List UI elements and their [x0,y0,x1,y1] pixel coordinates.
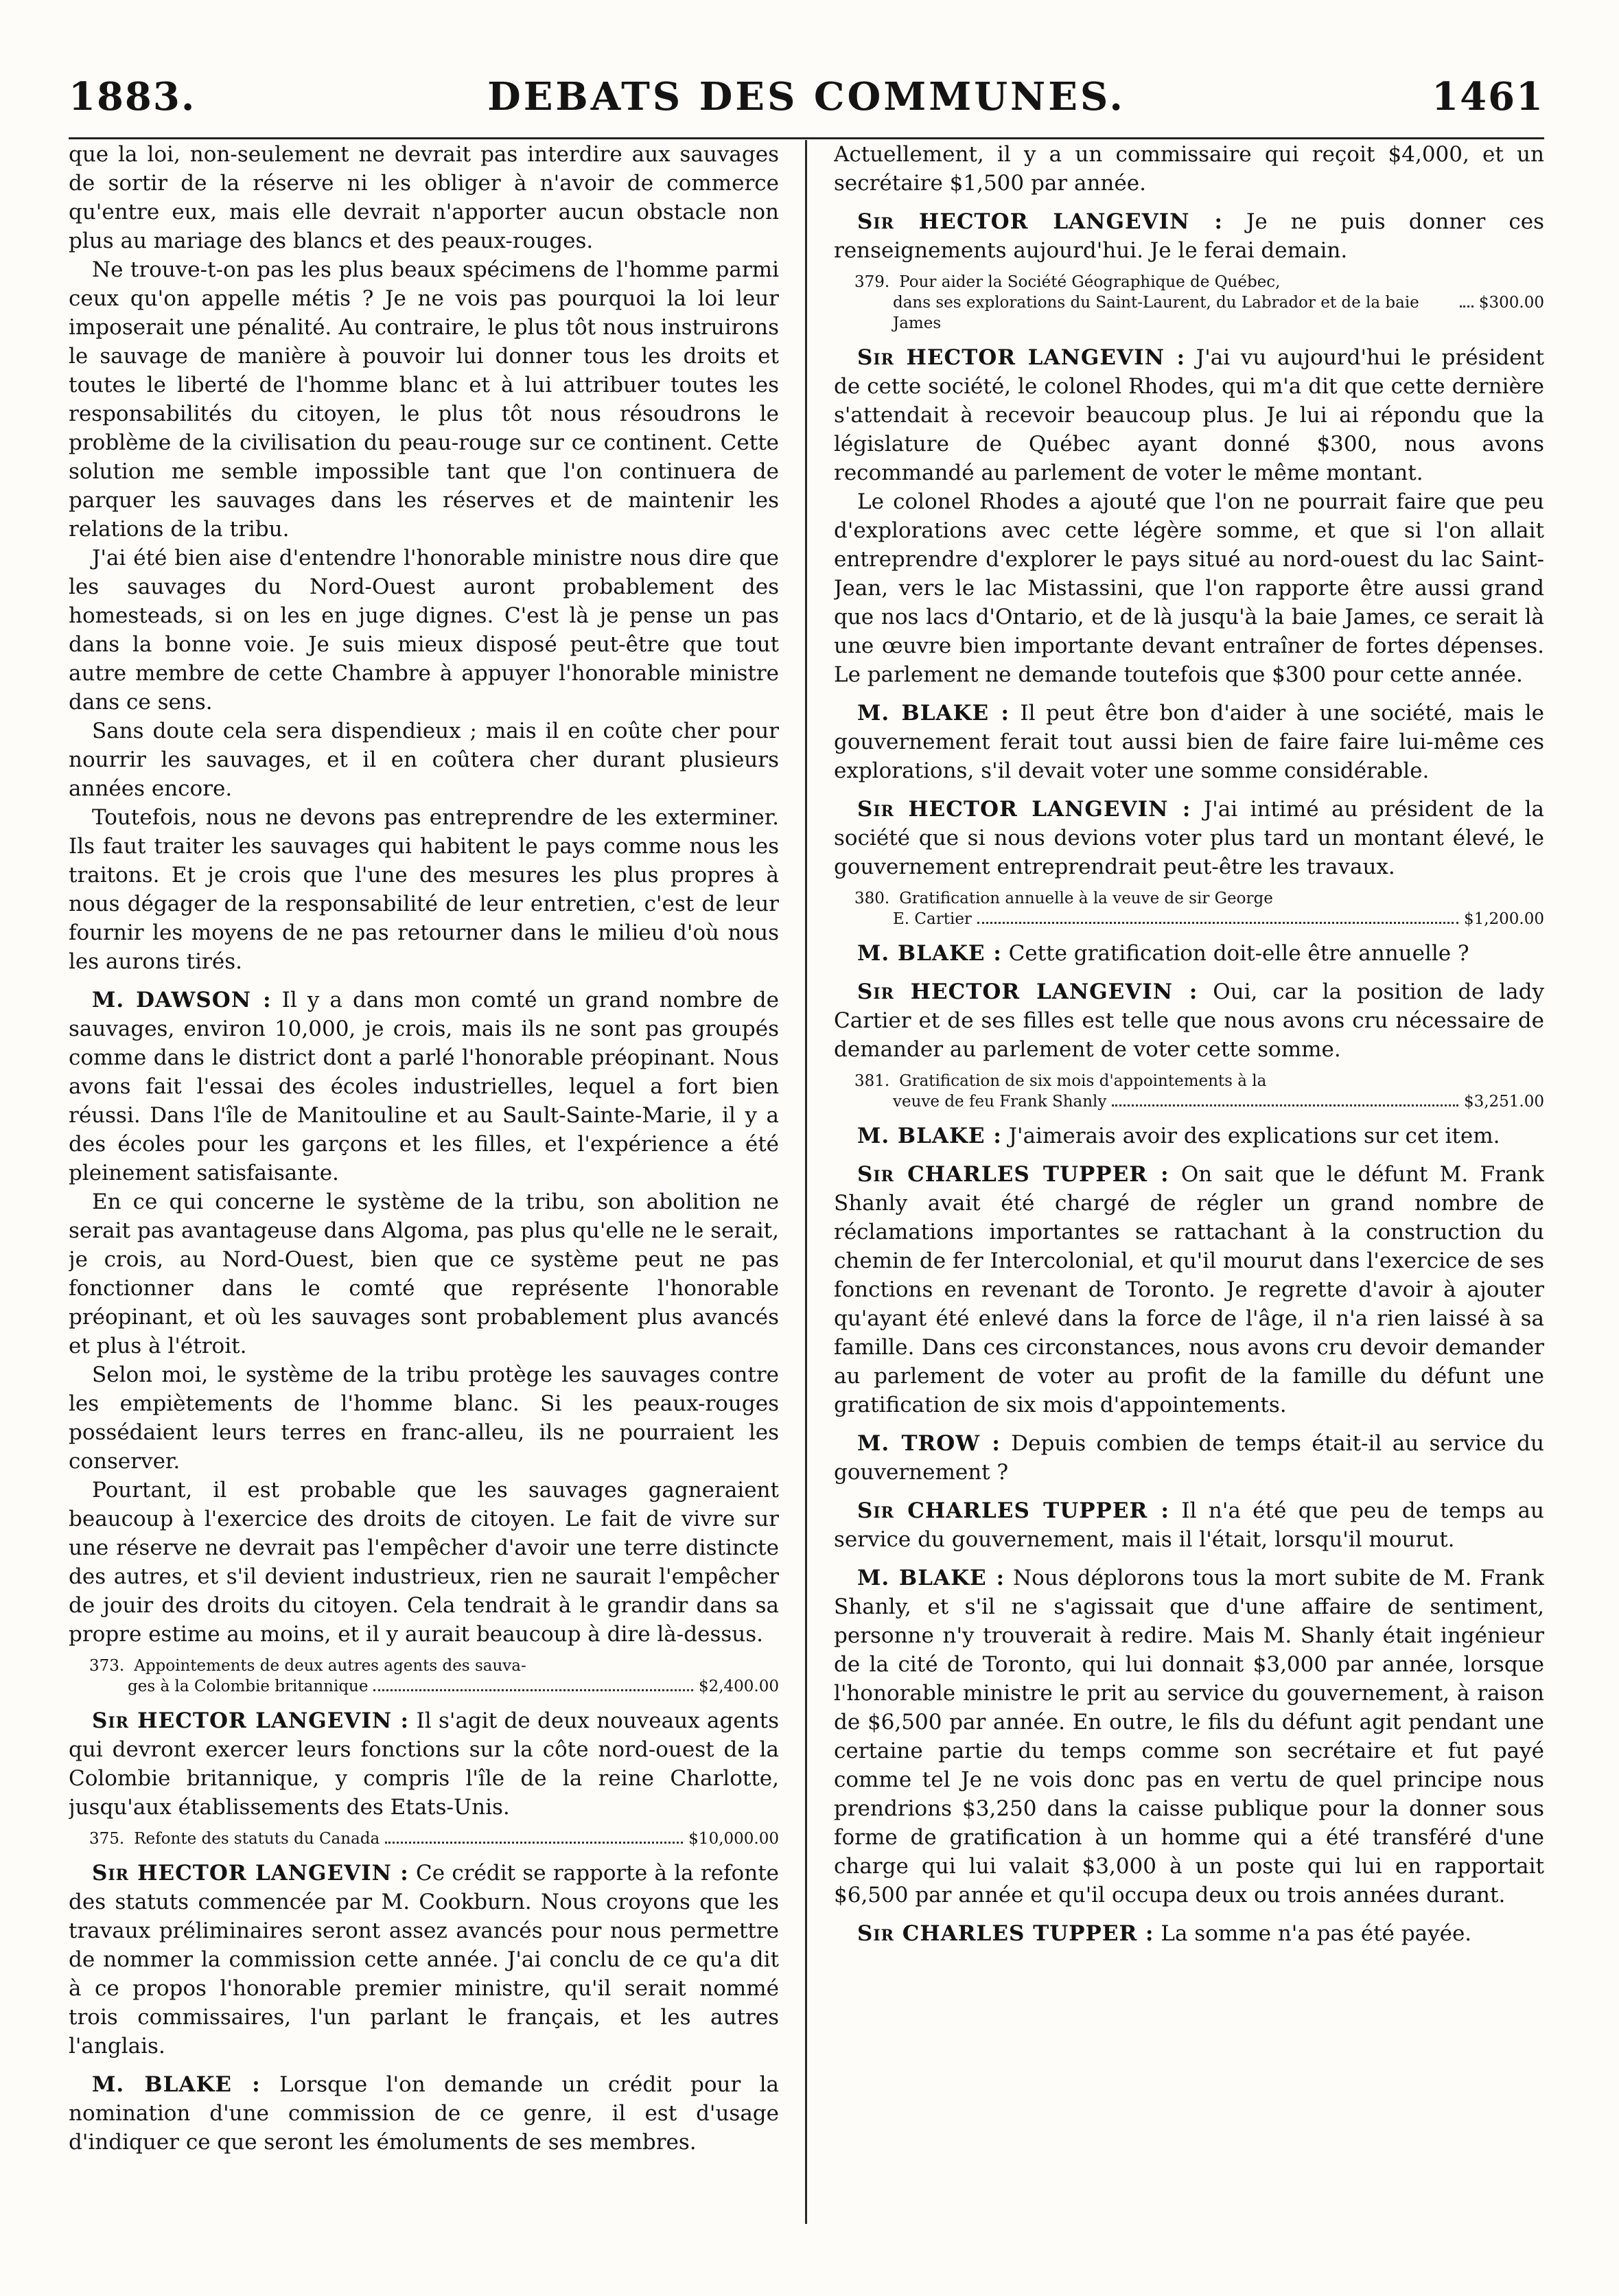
speaker-name: M. TROW : [857,1431,1001,1456]
speaker-name: Sir HECTOR LANGEVIN : [857,797,1191,822]
dot-leader [1460,305,1474,308]
left-column [69,140,779,2251]
estimate-item [834,272,1544,334]
speech-text: Depuis combien de temps était-il au service du gouvernement ? [834,1431,1544,1485]
estimate-item-amount: $300.00 [1478,294,1544,312]
speech-text: Je ne puis donner ces renseignements aujourd'hui. Je le ferai demain. [834,209,1544,263]
estimate-item-text: Appointements de deux autres agents des sauva- [134,1657,526,1675]
header-year: 1883. [69,74,196,119]
estimate-item-line [89,1829,779,1849]
speech-paragraph [834,1160,1544,1419]
estimate-item-text: Pour aider la Société Géographique de Québec, [899,273,1281,291]
speech-text: Il y a dans mon comté un grand nombre de sauvages, environ 10,000, je crois, mais ils ne sont pas groupés comme dans le district dont a parlé l'honorable préopinant. Nous avons fait l'essai des écoles industrielles, lequel a fort bien réussi. Dans l'île de Manitouline et au Sault-Sainte-Marie, il y a des écoles pour les garçons et les filles, et l'expérience a été pleinement satisfaisante. [69,988,779,1185]
speech-paragraph [69,986,779,1187]
header-title: DEBATS DES COMMUNES. [487,74,1126,119]
speech-text: Il peut être bon d'aider à une société, mais le gouvernement ferait tout aussi bien de faire faire lui-même ces explorations, s'il devait voter une somme considérable. [834,701,1544,783]
paragraph: que la loi, non-seulement ne devrait pas interdire aux sauvages de sortir de la réserve ni les obliger à n'avoir de commerce qu'entre eux, mais elle devrait n'apporter aucun obstacle non plus au mariage des blancs et des peaux-rouges. [69,142,779,253]
columns [69,140,1544,2251]
speech-paragraph [834,1919,1544,1948]
estimate-item-text: veuve de feu Frank Shanly [893,1093,1107,1111]
estimate-item-amount: $10,000.00 [688,1830,779,1848]
estimate-item-line [89,1656,779,1676]
speech-text: Ce crédit se rapporte à la refonte des statuts commencée par M. Cookburn. Nous croyons que les travaux préliminaires seront assez avancés pour nous permettre de nommer la commission cette année. J'ai conclu de ce qu'a dit à ce propos l'honorable premier ministre, qu'il serait nommé trois commissaires, l'un parlant le français, et les autres l'anglais. [69,1861,779,2059]
speaker-name: Sir HECTOR LANGEVIN : [857,209,1223,234]
estimate-item-text: Gratification de six mois d'appointements à la [899,1072,1267,1090]
dot-leader [977,922,1458,924]
running-header [69,69,1544,139]
paragraph: En ce qui concerne le système de la tribu, son abolition ne serait pas avantageuse dans Algoma, pas plus qu'elle ne le serait, je crois, au Nord-Ouest, bien que ce système peut ne pas fonctionner dans le comté que représente l'honorable préopinant, et où les sauvages sont probablement plus avancés et plus à l'étroit. [69,1190,779,1358]
right-column [834,140,1544,2251]
estimate-item-text: ges à la Colombie britannique [128,1678,369,1695]
speech-text: Il n'a été que peu de temps au service du gouvernement, mais il l'était, lorsqu'il mourut. [834,1498,1544,1552]
estimate-item [834,888,1544,929]
estimate-item-number: 379. [854,273,890,291]
page [69,69,1544,2251]
speaker-name: Sir HECTOR LANGEVIN : [857,345,1186,370]
speech-paragraph [834,1429,1544,1487]
column-rule [805,140,807,2224]
speech-text: J'aimerais avoir des explications sur cet item. [1008,1124,1500,1148]
speech-paragraph [834,795,1544,881]
paragraph: Pourtant, il est probable que les sauvages gagneraient beaucoup à l'exercice des droits de citoyen. Le fait de vivre sur une réserve ne devrait pas l'empêcher d'avoir une terre distincte des autres, et s'il devient industrieux, rien ne saurait l'empêcher de jouir des droits du citoyen. Cela tendrait à le grandir dans sa propre estime au moins, et il y aurait beaucoup à dire là-dessus. [69,1478,779,1647]
estimate-item-line [854,1091,1544,1112]
estimate-item-number: 375. [89,1830,125,1848]
speaker-name: Sir HECTOR LANGEVIN : [92,1861,409,1886]
speech-paragraph [834,939,1544,968]
paragraph: J'ai été bien aise d'entendre l'honorable ministre nous dire que les sauvages du Nord-Ouest auront probablement des homesteads, si on les en juge dignes. C'est là je pense un pas dans la bonne voie. Je suis mieux disposé peut-être que tout autre membre de cette Chambre à appuyer l'honorable ministre dans ce sens. [69,546,779,715]
speech-paragraph [69,1706,779,1822]
estimate-item-text: Refonte des statuts du Canada [134,1830,380,1848]
estimate-item-line [854,1071,1544,1091]
speech-text: Nous déplorons tous la mort subite de M. Frank Shanly, et s'il ne s'agissait que d'une affaire de sentiment, personne n'y trouverait à redire. Mais M. Shanly était ingénieur de la cité de Toronto, qui lui donnait $3,000 par année, lorsque l'honorable ministre le prit au service du gouvernement, à raison de $6,500 par année. En outre, le fils du défunt agit pendant une certaine partie du temps comme son secrétaire et fut payé comme tel Je ne vois donc pas en vertu de quel principe nous prendrions $3,250 dans la caisse publique pour la donner sous forme de gratification à un homme qui a été transféré d'une charge qui lui valait $3,000 à un poste qui lui en rapportait $6,500 par année et qu'il occupa deux ou trois années durant. [834,1566,1544,1907]
estimate-item-number: 373. [89,1657,125,1675]
estimate-item [834,1071,1544,1112]
speech-paragraph [69,2070,779,2157]
estimate-item-number: 381. [854,1072,890,1090]
paragraph: Ne trouve-t-on pas les plus beaux spécimens de l'homme parmi ceux qu'on appelle métis ? Je ne vois pas pourquoi la loi leur imposerait une pénalité. Au contraire, le plus tôt nous instruirons le sauvage de manière à pouvoir lui donner tous les droits et toutes le liberté de l'homme blanc et à lui attribuer toutes les responsabilités du citoyen, le plus tôt nous résoudrons le problème de la civilisation du peau-rouge sur ce continent. Cette solution me semble impossible tant que l'on continuera de parquer les sauvages dans les réserves et de maintenir les relations de la tribu. [69,257,779,542]
speech-text: Oui, car la position de lady Cartier et de ses filles est telle que nous avons cru nécessaire de demander au parlement de voter cette somme. [834,979,1544,1062]
estimate-item [69,1656,779,1697]
speech-paragraph [834,207,1544,265]
speaker-name: Sir HECTOR LANGEVIN : [857,979,1198,1004]
header-page-number: 1461 [1432,74,1544,119]
speaker-name: Sir HECTOR LANGEVIN : [92,1708,410,1733]
speaker-name: M. BLAKE : [857,1124,1002,1148]
paragraph: Sans doute cela sera dispendieux ; mais il en coûte cher pour nourrir les sauvages, et il en coûtera cher durant plusieurs années encore. [69,719,779,801]
paragraph: Le colonel Rhodes a ajouté que l'on ne pourrait faire que peu d'explorations avec cette légère somme, et que si l'on allait entreprendre d'explorer le pays situé au nord-ouest du lac Saint-Jean, vers le lac Mistassini, que l'on rapporte être aussi grand que nos lacs d'Ontario, et de là jusqu'à la baie James, ce serait là une œuvre bien importante devant entraîner de fortes dépenses. Le parlement ne demande toutefois que $300 pour cette année. [834,489,1544,687]
speech-text: J'ai vu aujourd'hui le président de cette société, le colonel Rhodes, qui m'a dit que cette dernière s'attendait à recevoir beaucoup plus. Je lui ai répondu que la législature de Québec ayant donné $300, nous avons recommandé au parlement de voter le même montant. [834,345,1544,485]
estimate-item-amount: $1,200.00 [1463,910,1544,928]
estimate-item-line [854,292,1544,334]
speech-paragraph [69,1859,779,2061]
paragraph: Selon moi, le système de la tribu protège les sauvages contre les empiètements de l'homme blanc. Si les peaux-rouges possédaient leurs terres en franc-alleu, ils ne pourraient les conserver. [69,1362,779,1474]
dot-leader [1112,1104,1458,1106]
speech-text: Cette gratification doit-elle être annuelle ? [1008,941,1469,966]
estimate-item-text: dans ses explorations du Saint-Laurent, du Labrador et de la baie James [893,294,1419,332]
estimate-item-text: Gratification annuelle à la veuve de sir George [899,890,1273,907]
speaker-name: M. BLAKE : [92,2072,261,2097]
estimate-item-line [854,888,1544,909]
speech-text: Il s'agit de deux nouveaux agents qui devront exercer leurs fonctions sur la côte nord-ouest de la Colombie britannique, y compris l'île de la reine Charlotte, jusqu'aux établissements des Etats-Unis. [69,1708,779,1820]
estimate-item-line [89,1676,779,1697]
estimate-item-amount: $3,251.00 [1463,1093,1544,1111]
speaker-name: M. BLAKE : [857,1566,1005,1590]
speech-paragraph [834,343,1544,487]
speaker-name: Sir CHARLES TUPPER : [857,1498,1169,1523]
speech-text: J'ai intimé au président de la société que si nous devions voter plus tard un montant élevé, le gouvernement entreprendrait peut-être les travaux. [834,797,1544,879]
speech-text: Lorsque l'on demande un crédit pour la nomination d'une commission de ce genre, il est d'usage d'indiquer ce que seront les émoluments de ses membres. [69,2072,779,2155]
speaker-name: Sir CHARLES TUPPER : [857,1162,1169,1187]
speech-paragraph [834,1496,1544,1554]
speech-text: On sait que le défunt M. Frank Shanly avait été chargé de régler un grand nombre de réclamations importantes se rattachant à la construction du chemin de fer Intercolonial, et qu'il mourut dans l'exercice de ses fonctions en revenant de Toronto. Je regrette d'avoir à ajouter qu'ayant été enlevé dans la force de l'âge, il n'a rien laissé à sa famille. Dans ces circonstances, nous avons cru devoir demander au parlement de voter au profit de la famille du défunt une gratification de six mois d'appointements. [834,1162,1544,1417]
speech-paragraph [834,1564,1544,1910]
dot-leader [373,1689,692,1691]
paragraph: Actuellement, il y a un commissaire qui reçoit $4,000, et un secrétaire $1,500 par année. [834,142,1544,196]
speaker-name: M. BLAKE : [857,701,1010,726]
speech-text: La somme n'a pas été payée. [1161,1921,1472,1946]
dot-leader [385,1842,683,1844]
estimate-item-line [854,272,1544,292]
speaker-name: M. BLAKE : [857,941,1002,966]
paragraph: Toutefois, nous ne devons pas entreprendre de les exterminer. Ils faut traiter les sauvages qui habitent le pays comme nous les traitons. Et je crois que l'une des mesures les plus propres à nous dégager de la responsabilité de leur entretien, c'est de leur fournir les moyens de ne pas retourner dans le milieu d'où nous les aurons tirés. [69,805,779,974]
speaker-name: M. DAWSON : [92,988,272,1012]
estimate-item-text: E. Cartier [893,910,972,928]
speech-paragraph [834,699,1544,785]
estimate-item-amount: $2,400.00 [698,1678,779,1695]
speaker-name: Sir CHARLES TUPPER : [857,1921,1154,1946]
estimate-item-number: 380. [854,890,890,907]
estimate-item [69,1829,779,1849]
estimate-item-line [854,909,1544,929]
speech-paragraph [834,977,1544,1064]
speech-paragraph [834,1122,1544,1150]
